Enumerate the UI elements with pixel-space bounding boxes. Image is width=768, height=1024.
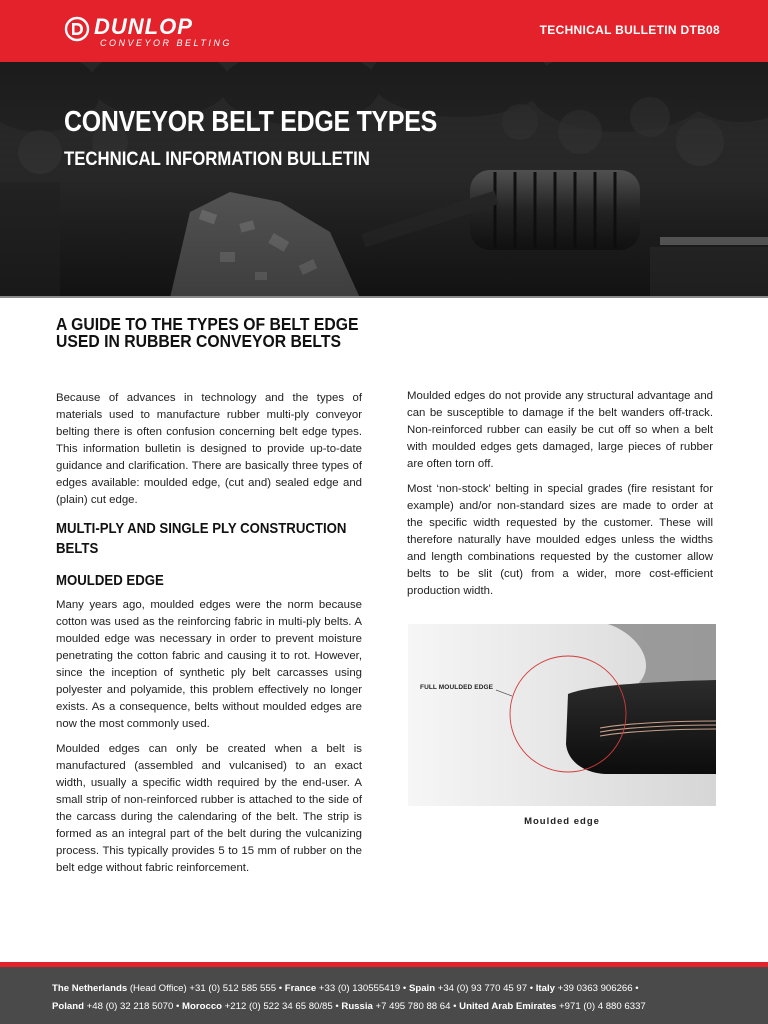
office-country: Italy bbox=[535, 983, 555, 994]
body-paragraph: Many years ago, moulded edges were the norm because cotton was used as the reinforcing fabric in multi-ply belts. A moulded edge was necessary in order to prevent moisture penetrating the cotton fabric and causing it to rot. However, since the inception of synthetic ply belt carcasses using polyester and polyamide, this problem effectively no longer exists. As a consequence, belts without moulded edges are now the most commonly used. bbox=[56, 599, 362, 730]
body-paragraph: Moulded edges do not provide any structural advantage and can be susceptible to damage if the belt wanders off-track. Non-reinforced rubber can easily be cut off so when a belt with moulded edges gets damaged, large pieces of rubber are often torn off. bbox=[407, 390, 713, 470]
office-country: Morocco bbox=[182, 1001, 223, 1012]
office-contacts-line-2 bbox=[52, 1001, 646, 1012]
right-column bbox=[407, 388, 713, 608]
hero-background-photo bbox=[0, 62, 768, 298]
page-subtitle: TECHNICAL INFORMATION BULLETIN bbox=[64, 148, 370, 170]
dunlop-flying-d-icon bbox=[64, 16, 90, 42]
hero-divider bbox=[0, 296, 768, 298]
office-phone: +7 495 780 88 64 • bbox=[372, 1001, 460, 1012]
office-country: Poland bbox=[52, 1001, 84, 1012]
body-paragraph: Moulded edges can only be created when a belt is manufactured (assembled and vulcanised) to an exact width, usually a specific width required by the end-user. A small strip of non-reinforced rubber is attached to the side of the carcass during the calendaring of the belt. The strip is formed as an integral part of the belt during the vulcanizing process. This typically provides 5 to 15 mm of rubber on the belt edge without fabric reinforcement. bbox=[56, 743, 362, 874]
figure-caption: Moulded edge bbox=[524, 816, 600, 827]
office-phone: +34 (0) 93 770 45 97 • bbox=[435, 983, 536, 994]
hero-banner bbox=[0, 62, 768, 298]
section-heading: MULTI-PLY AND SINGLE PLY CONSTRUCTION BELTS bbox=[56, 520, 347, 557]
footer bbox=[0, 967, 768, 1024]
office-phone: (Head Office) +31 (0) 512 585 555 • bbox=[127, 983, 285, 994]
subsection-heading: MOULDED EDGE bbox=[56, 572, 164, 589]
office-contacts-line-1 bbox=[52, 983, 639, 994]
office-country: United Arab Emirates bbox=[459, 1001, 557, 1012]
moulded-edge-photo bbox=[408, 624, 716, 806]
brand-name: DUNLOP bbox=[94, 14, 193, 39]
office-country: France bbox=[284, 983, 317, 994]
left-column bbox=[56, 390, 362, 885]
office-country: The Netherlands bbox=[52, 983, 128, 994]
dunlop-logo bbox=[64, 14, 254, 50]
body-paragraph: Most ‘non-stock’ belting in special grades (fire resistant for example) and/or non-standard sizes are made to order at the specific width requested by the customer. These will therefore naturally have moulded edges unless the widths and length combinations requested by the customer allow belts to be slit (cut) from a wider, more cost-efficient production width. bbox=[407, 483, 713, 597]
belt-edge-image bbox=[408, 624, 716, 806]
office-phone: +33 (0) 130555419 • bbox=[316, 983, 409, 994]
intro-paragraph: Because of advances in technology and the types of materials used to manufacture rubber multi-ply conveyor belting there is often confusion concerning belt edge types. This information bulletin is designed to provide up-to-date guidance and clarification. There are basically three types of edges available: moulded edge, (cut and) sealed edge and (plain) cut edge. bbox=[56, 392, 362, 506]
bulletin-code: TECHNICAL BULLETIN DTB08 bbox=[539, 23, 720, 37]
guide-title: A GUIDE TO THE TYPES OF BELT EDGE USED IN RUBBER CONVEYOR BELTS bbox=[56, 314, 359, 351]
office-phone: +212 (0) 522 34 65 80/85 • bbox=[222, 1001, 342, 1012]
header-bar bbox=[0, 0, 768, 62]
office-phone: +39 0363 906266 • bbox=[554, 983, 639, 994]
office-phone: +971 (0) 4 880 6337 bbox=[556, 1001, 646, 1012]
brand-tagline: CONVEYOR BELTING bbox=[100, 38, 232, 48]
office-country: Russia bbox=[341, 1001, 373, 1012]
office-country: Spain bbox=[408, 983, 436, 994]
figure-annotation: FULL MOULDED EDGE bbox=[420, 684, 494, 691]
page-title: CONVEYOR BELT EDGE TYPES bbox=[64, 106, 438, 138]
office-phone: +48 (0) 32 218 5070 • bbox=[83, 1001, 183, 1012]
